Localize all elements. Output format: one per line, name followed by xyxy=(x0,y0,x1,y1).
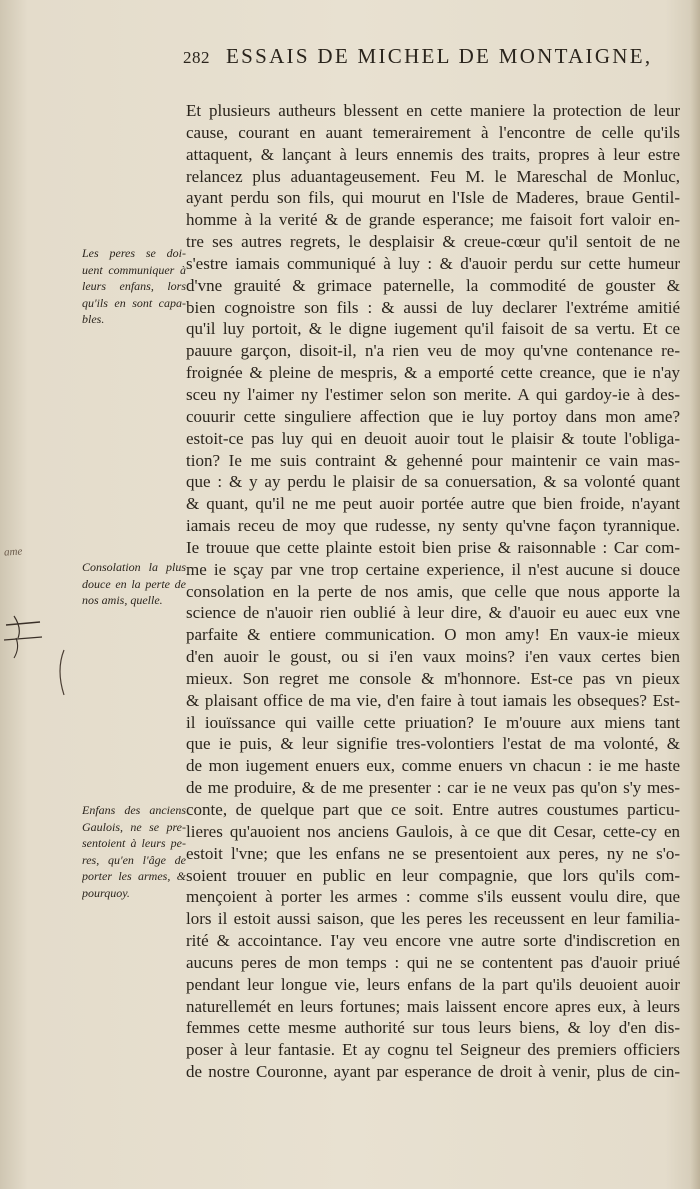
text-line: d'en auoir le goust, ou si i'en vaux moins? i'en vaux certes bien xyxy=(186,647,680,667)
text-line: naturellemét en leurs fortunes; mais laissent encore apres eux, à leurs xyxy=(186,996,680,1016)
text-line: Ie trouue que cette plainte estoit bien prise & raisonnable : Car com- xyxy=(186,537,680,557)
text-line: mençoient à porter les armes : comme s'ils eussent voulu dire, que xyxy=(186,887,680,907)
text-line: poser à leur fantasie. Et ay cognu tel Seigneur des premiers officiers xyxy=(186,1040,680,1060)
pen-marks-icon xyxy=(0,600,70,710)
text-line: il iouïssance qui vaille cette priuation? Ie m'ouure aux miens tant xyxy=(186,712,680,732)
text-line: conte, de quelque part que ce soit. Entre autres coustumes particu- xyxy=(186,800,680,819)
text-line: pendant leur longue vie, leurs enfans de la part qu'ils deuoient auoir xyxy=(186,974,680,994)
text-line: bien cognoistre son fils : & aussi de luy declarer l'extréme amitié xyxy=(186,297,680,317)
text-line: de nostre Couronne, ayant par esperance de droit à venir, plus de cin- xyxy=(186,1062,680,1082)
margin-note-peres xyxy=(82,245,186,328)
text-line: rité & accointance. I'ay veu encore vne autre sorte d'indiscretion en xyxy=(186,931,680,951)
text-line: tre ses autres regrets, le desplaisir & creue-cœur qu'il sentoit de ne xyxy=(186,232,680,252)
margin-note-line: leurs enfans, lors xyxy=(82,279,186,293)
text-line: parfaite & entiere communication. O mon amy! En vaux-ie mieux xyxy=(186,625,680,645)
text-line: s'estre iamais communiqué à luy : & d'auoir perdu sur cette humeur xyxy=(186,253,680,273)
margin-note-gaulois xyxy=(82,802,186,901)
text-line: iamais receu de moy que rudesse, ny senty qu'vne façon tyrannique. xyxy=(186,516,680,536)
margin-note-line: res, qu'en l'âge de xyxy=(82,852,186,867)
text-line: de me produire, & de me presenter : car ie ne veux pas qu'on s'y mes- xyxy=(186,778,680,798)
text-line: couurir cette singuliere affection que ie luy portoy dans mon ame? xyxy=(186,406,680,426)
text-line: consolation en la perte de nos amis, que celle que nous apporte la xyxy=(186,581,680,601)
margin-note-line: porter les armes, & xyxy=(82,869,186,883)
text-line: mieux. Son regret me console & m'honnore. Est-ce pas vn pieux xyxy=(186,668,680,688)
margin-note-line: sentoient à leurs pe- xyxy=(82,836,186,850)
text-line: me ie sçay par vne trop certaine experience, il n'est aucune si douce xyxy=(186,559,680,579)
text-line: que ie puis, & leur signifie tres-volontiers l'estat de ma volonté, & xyxy=(186,734,680,754)
page-header xyxy=(183,44,683,74)
text-line: de mon iugement enuers eux, comme enuers vn chacun : ie me haste xyxy=(186,756,680,776)
text-line: cause, courant en auant temerairement à l'encontre de celle qu'ils xyxy=(186,122,680,142)
handwritten-annotation: ame xyxy=(3,545,23,559)
margin-note-line: nos amis, quelle. xyxy=(82,593,163,607)
margin-note-line: Consolation la plus xyxy=(82,560,186,574)
text-line: tion? Ie me suis contraint & gehenné pour maintenir ce vain mas- xyxy=(186,450,680,470)
text-line: attaquent, & lançant à leurs ennemis des traits, propres à leur estre xyxy=(186,144,680,164)
text-line: science de n'auoir rien oublié à leur dire, & d'auoir eu auec eux vne xyxy=(186,603,680,623)
margin-note-line: Gaulois, ne se pre- xyxy=(82,819,186,834)
text-line: homme à la verité & de grande esperance; me faisoit fort valoir en- xyxy=(186,210,680,230)
text-line: Et plusieurs autheurs blessent en cette maniere la protection de leur xyxy=(186,101,680,120)
text-line: qu'il luy portoit, & le digne iugement qu'il faisoit de sa vertu. Et ce xyxy=(186,319,680,339)
margin-note-line: bles. xyxy=(82,312,105,326)
text-line: que : & y ay perdu le plaisir de sa conuersation, & sa volonté quant xyxy=(186,472,680,492)
margin-note-consolation xyxy=(82,559,186,609)
text-line: & plaisant office de ma vie, d'en faire à tout iamais les obseques? Est- xyxy=(186,690,680,710)
margin-note-line: qu'ils en sont capa- xyxy=(82,295,186,310)
text-line: froignée & pleine de mespris, & a emporté cette creance, que ie n'ay xyxy=(186,363,680,383)
text-line: lieres qu'auoient nos anciens Gaulois, à ce que dit Cesar, cette-cy en xyxy=(186,821,680,841)
text-line: sceu ny l'aimer ny l'estimer selon son merite. A qui gardoy-ie à des- xyxy=(186,384,680,404)
text-line: d'vne grauité & grimace paternelle, la commodité de gouster & xyxy=(186,275,680,295)
text-line: ayant perdu son fils, qui mourut en l'Isle de Maderes, braue Gentil- xyxy=(186,188,680,208)
margin-note-line: uent communiquer à xyxy=(82,262,186,277)
text-line: aucuns peres de mon temps : qui ne se contentent pas d'auoir priué xyxy=(186,952,680,972)
text-line: soient trouuer en public en leur compagnie, que lors qu'ils com- xyxy=(186,865,680,885)
page-number: 282 xyxy=(183,48,210,67)
page-edge xyxy=(690,0,700,1189)
text-line: femmes cette mesme authorité sur tous leurs biens, & loy d'en dis- xyxy=(186,1018,680,1038)
margin-note-line: douce en la perte de xyxy=(82,576,186,591)
running-title: ESSAIS DE MICHEL DE MONTAIGNE, xyxy=(226,44,653,68)
margin-note-line: Les peres se doi- xyxy=(82,246,186,260)
text-line: estoit l'vne; que les enfans ne se presentoient aux peres, ny ne s'o- xyxy=(186,843,680,863)
body-text xyxy=(186,100,680,1083)
text-line: relancez plus aduantageusement. Feu M. le Mareschal de Monluc, xyxy=(186,166,680,186)
text-line: & quant, qu'il ne me peut auoir portée autre que bien froide, n'ayant xyxy=(186,494,680,514)
text-line: pauure garçon, disoit-il, n'a rien veu de moy qu'vne contenance re- xyxy=(186,341,680,361)
margin-note-line: Enfans des anciens xyxy=(82,803,186,817)
margin-note-line: pourquoy. xyxy=(82,885,130,900)
text-line: estoit-ce pas luy qui en deuoit auoir tout le plaisir & toute l'obliga- xyxy=(186,428,680,448)
text-line: lors il estoit aussi saison, que les peres les receussent en leur familia- xyxy=(186,909,680,929)
